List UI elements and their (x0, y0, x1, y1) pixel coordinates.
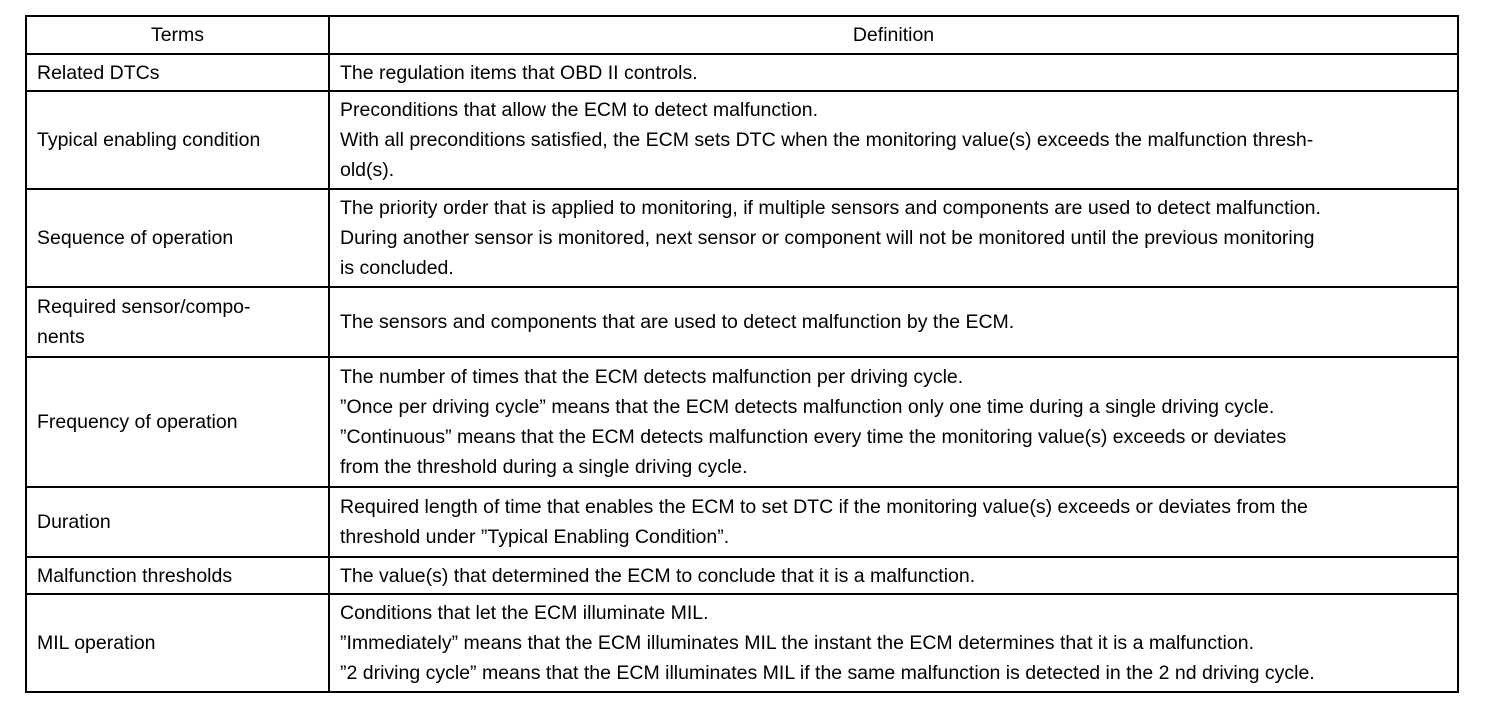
table-row (26, 487, 1458, 557)
term-cell: Sequence of operation (26, 189, 329, 287)
term-cell: Typical enabling condition (26, 91, 329, 189)
definition-line: The sensors and components that are used to detect malfunction by the ECM. (340, 311, 1015, 333)
terms-definition-table (25, 15, 1459, 693)
definition-line: from the threshold during a single driving cycle. (340, 456, 748, 478)
table-row (26, 54, 1458, 91)
definition-line: The regulation items that OBD II controls. (340, 61, 698, 84)
definition-line: ”2 driving cycle” means that the ECM illuminates MIL if the same malfunction is detected in the 2 nd driving cycle. (340, 662, 1315, 684)
table-row (26, 357, 1458, 487)
definition-cell (329, 189, 1458, 287)
term-cell: Frequency of operation (26, 357, 329, 487)
definition-line: old(s). (340, 159, 395, 181)
definition-line: ”Immediately” means that the ECM illuminates MIL the instant the ECM determines that it is a malfunction. (340, 632, 1254, 654)
table-row (26, 287, 1458, 357)
table-row (26, 557, 1458, 594)
definition-line: During another sensor is monitored, next sensor or component will not be monitored until the previous monitoring (340, 227, 1315, 249)
definition-line: The priority order that is applied to monitoring, if multiple sensors and components are used to detect malfunction. (340, 197, 1321, 219)
term-line: nents (37, 326, 85, 348)
definition-line: ”Once per driving cycle” means that the ECM detects malfunction only one time during a single driving cycle. (340, 396, 1275, 418)
term-cell: MIL operation (26, 594, 329, 692)
term-cell: Malfunction thresholds (26, 557, 329, 594)
term-cell (26, 287, 329, 357)
definition-cell (329, 594, 1458, 692)
definition-line: is concluded. (340, 257, 454, 279)
header-definition: Definition (329, 16, 1458, 54)
definition-cell (329, 287, 1458, 357)
definition-line: Preconditions that allow the ECM to detect malfunction. (340, 99, 818, 121)
definition-line: The number of times that the ECM detects malfunction per driving cycle. (340, 366, 964, 388)
definition-line: Conditions that let the ECM illuminate MIL. (340, 602, 709, 624)
header-row (26, 16, 1458, 54)
definition-line: The value(s) that determined the ECM to conclude that it is a malfunction. (340, 564, 976, 587)
term-line: Required sensor/compo- (37, 296, 251, 318)
term-cell: Duration (26, 487, 329, 557)
definition-line: Required length of time that enables the ECM to set DTC if the monitoring value(s) exceeds or deviates from the (340, 496, 1308, 518)
table-row (26, 594, 1458, 692)
definition-line: With all preconditions satisfied, the ECM sets DTC when the monitoring value(s) exceeds the malfunction thresh- (340, 129, 1314, 151)
header-terms: Terms (26, 16, 329, 54)
definition-cell (329, 91, 1458, 189)
definition-cell (329, 357, 1458, 487)
definition-cell (329, 557, 1458, 594)
definition-line: ”Continuous” means that the ECM detects malfunction every time the monitoring value(s) exceeds or deviates (340, 426, 1287, 448)
table-row (26, 91, 1458, 189)
term-cell: Related DTCs (26, 54, 329, 91)
definition-line: threshold under ”Typical Enabling Condition”. (340, 526, 730, 548)
table-row (26, 189, 1458, 287)
definition-cell (329, 54, 1458, 91)
definition-cell (329, 487, 1458, 557)
